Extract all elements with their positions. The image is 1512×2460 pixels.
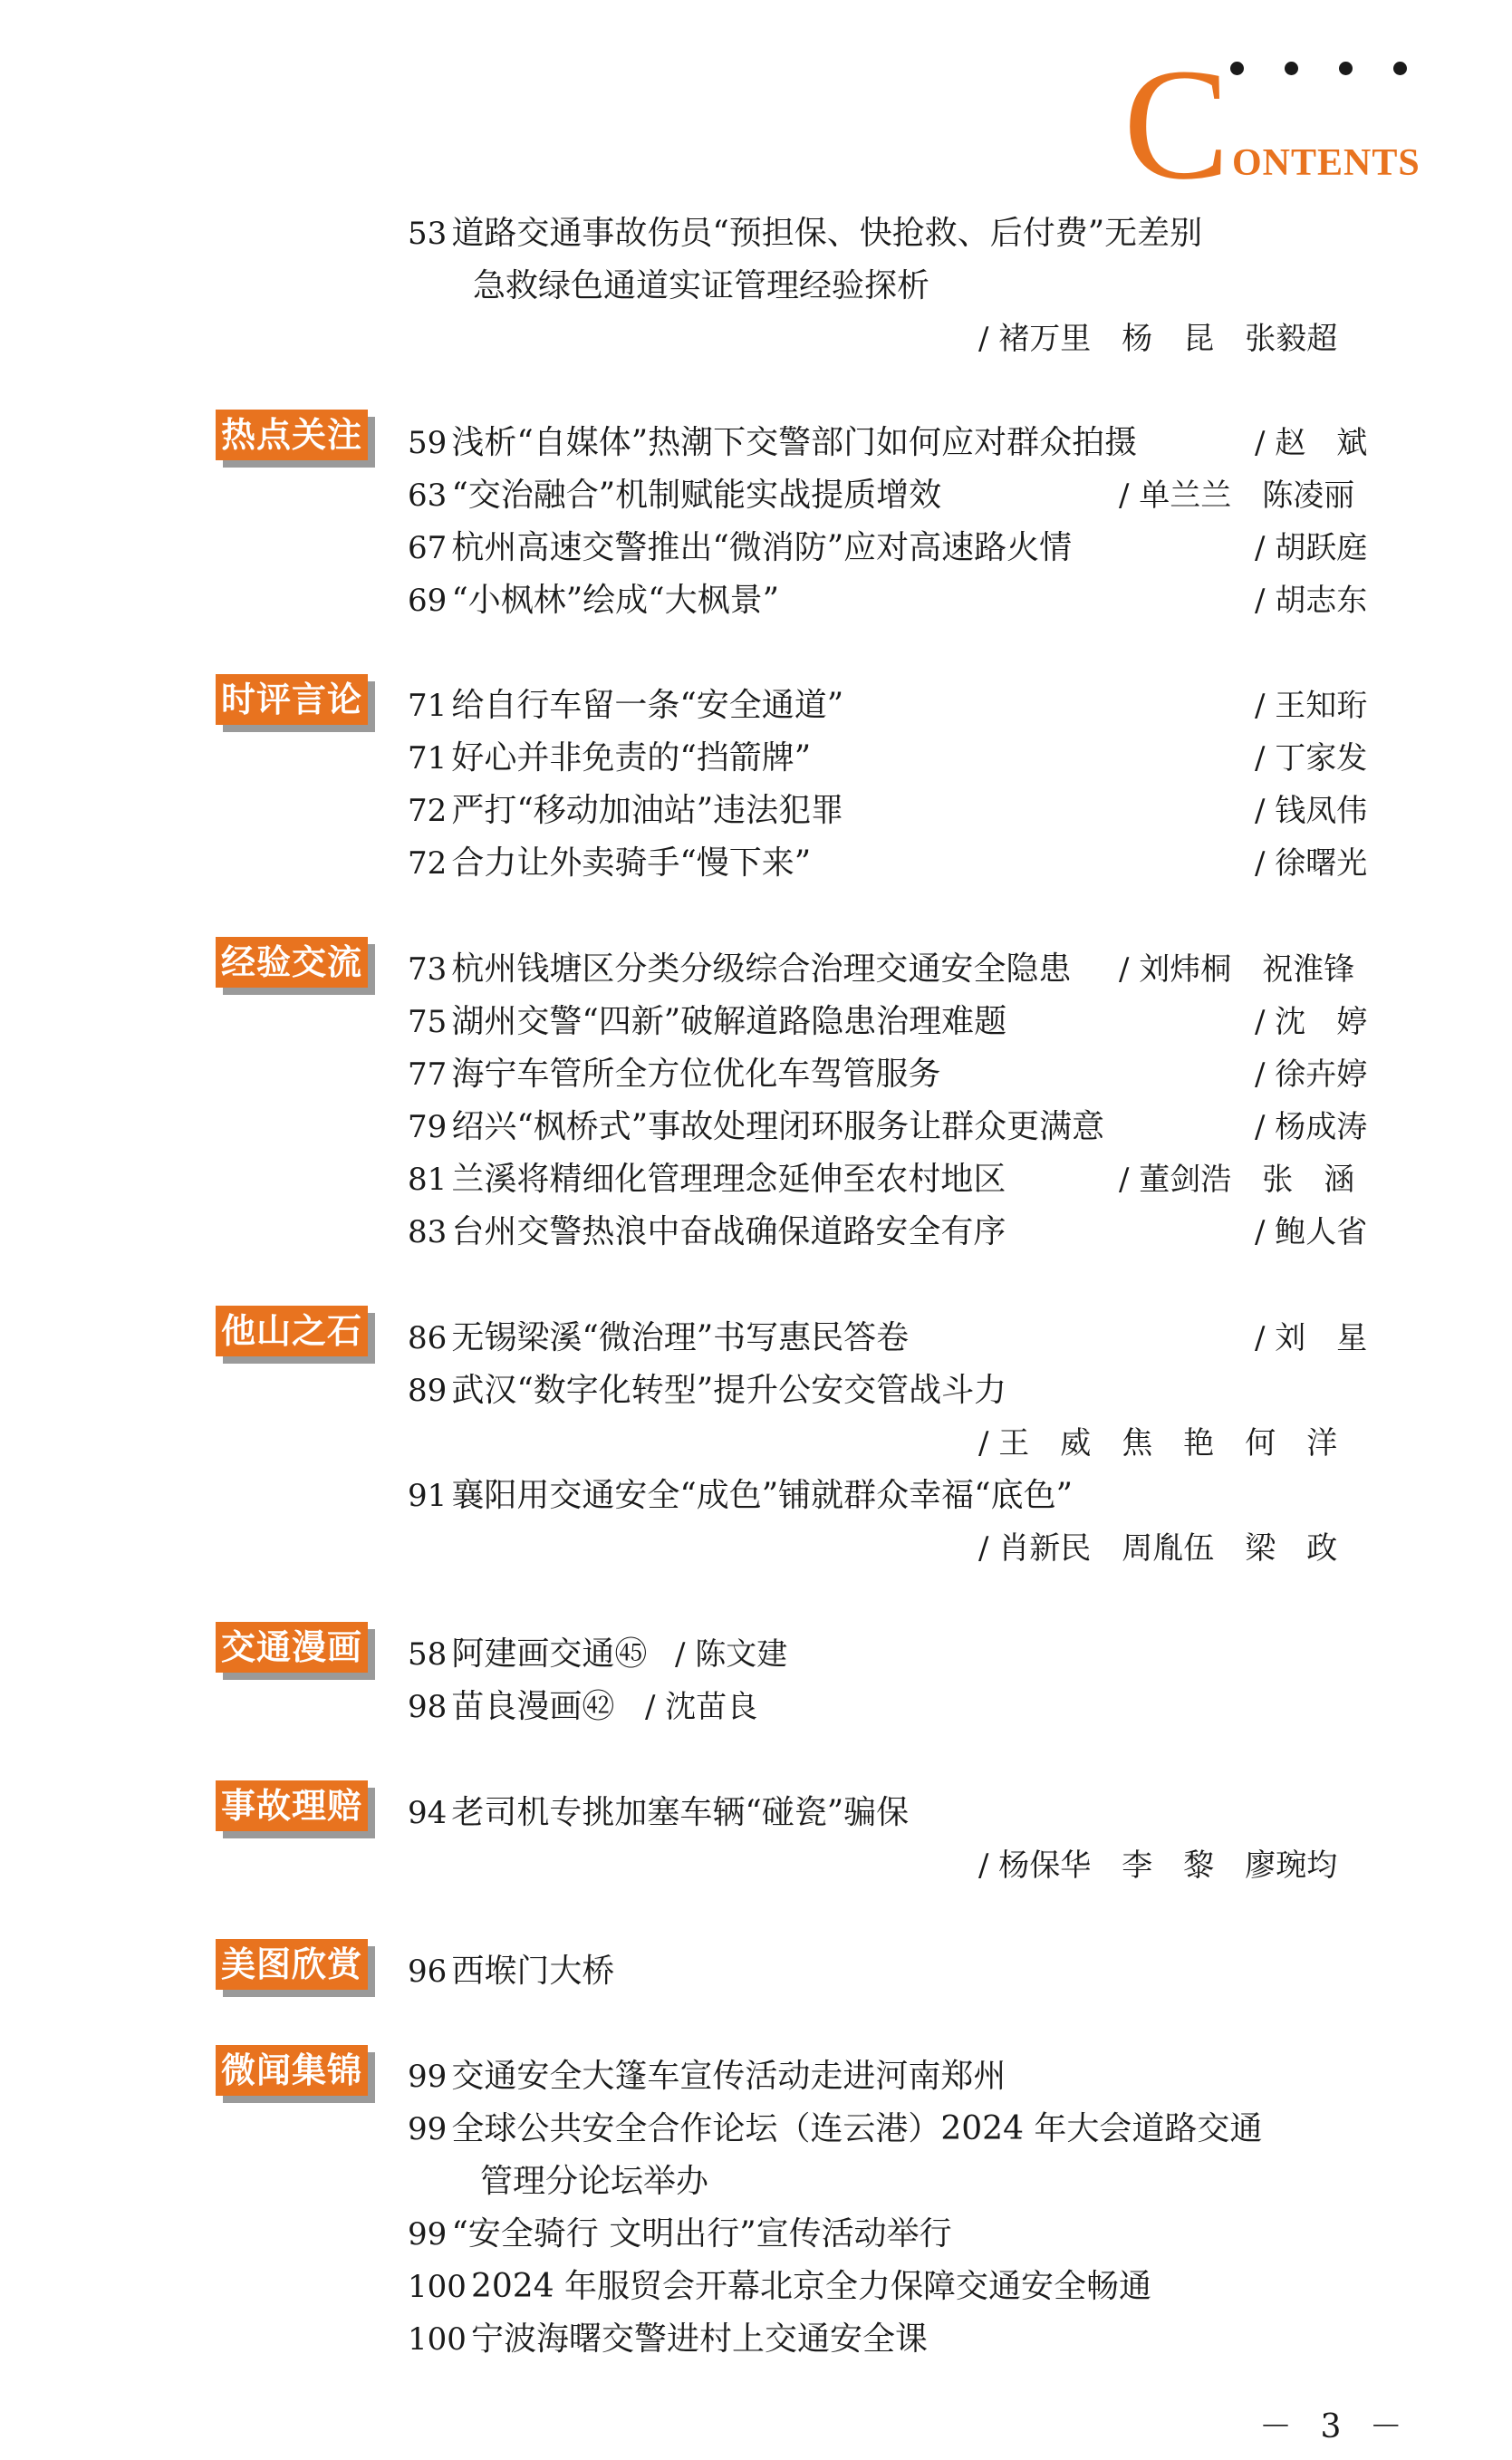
toc-entry[interactable] bbox=[408, 837, 1386, 890]
section-label: 微闻集锦 bbox=[216, 2045, 368, 2096]
toc-entry-page: 71 bbox=[408, 740, 448, 777]
toc-entry-title-cont: 管理分论坛举办 bbox=[480, 2163, 709, 2200]
toc-entry-title-line bbox=[408, 680, 843, 738]
section-label: 交通漫画 bbox=[216, 1622, 368, 1673]
toc-entry-title: “小枫林”绘成“大枫景” bbox=[451, 582, 779, 619]
page-number: － 3 － bbox=[1259, 2408, 1411, 2446]
toc-entry-page: 72 bbox=[408, 845, 448, 882]
toc-entry[interactable] bbox=[408, 996, 1386, 1048]
toc-entry-title: 苗良漫画㊷ bbox=[451, 1688, 615, 1725]
toc-entry-title-line bbox=[408, 1101, 1104, 1159]
toc-entry-continuation bbox=[408, 2156, 1386, 2208]
toc-entry-authors: / 杨保华 李 黎 廖琬均 bbox=[978, 1847, 1338, 1884]
toc-entry-title: 宁波海曙交警进村上交通安全课 bbox=[471, 2320, 929, 2358]
toc-entry[interactable] bbox=[408, 1628, 1386, 1681]
toc-entry-title: 襄阳用交通安全“成色”铺就群众幸福“底色” bbox=[451, 1477, 1073, 1514]
section-label: 他山之石 bbox=[216, 1306, 368, 1356]
toc-entry-title: 西堠门大桥 bbox=[451, 1953, 615, 1990]
contents-header bbox=[1123, 36, 1504, 213]
toc-entry[interactable] bbox=[408, 680, 1386, 732]
toc-entry[interactable] bbox=[408, 732, 1386, 785]
toc-entry-title-line bbox=[408, 1945, 614, 2003]
toc-entry-page: 73 bbox=[408, 951, 448, 988]
toc-entry-authors: / 陈文建 bbox=[675, 1636, 788, 1673]
toc-entry[interactable] bbox=[408, 2313, 1386, 2366]
toc-entry[interactable] bbox=[408, 469, 1386, 522]
toc-entry-page: 77 bbox=[408, 1056, 448, 1093]
toc-entry-title-line bbox=[408, 417, 1137, 475]
toc-entry-authors-line bbox=[408, 1839, 1386, 1892]
toc-entry-authors: / 钱凤伟 bbox=[1255, 793, 1368, 829]
toc-entry-page: 99 bbox=[408, 2059, 448, 2095]
toc-entry[interactable] bbox=[408, 1312, 1386, 1365]
toc-entry-title-line bbox=[408, 2103, 1262, 2161]
toc-entry-title-line bbox=[408, 469, 941, 527]
toc-entry[interactable] bbox=[408, 2208, 1386, 2261]
toc-entry-title-line bbox=[408, 785, 843, 843]
toc-entry-title-line bbox=[408, 2313, 928, 2371]
toc-entry-title: 给自行车留一条“安全通道” bbox=[451, 687, 844, 724]
section-label: 事故理赔 bbox=[216, 1780, 368, 1831]
toc-entry-authors: / 王 威 焦 艳 何 洋 bbox=[978, 1425, 1338, 1462]
section-label: 热点关注 bbox=[216, 410, 368, 460]
toc-entry-title-line bbox=[408, 1365, 1006, 1423]
toc-entry[interactable] bbox=[408, 417, 1386, 469]
toc-entry-authors-line bbox=[408, 1417, 1386, 1470]
toc-entry-page: 63 bbox=[408, 478, 448, 514]
toc-entry-title-line bbox=[408, 943, 1071, 1001]
toc-entry-title: 严打“移动加油站”违法犯罪 bbox=[451, 792, 844, 829]
toc-entry-title: 海宁车管所全方位优化车驾管服务 bbox=[451, 1056, 941, 1093]
toc-entry[interactable] bbox=[408, 943, 1386, 996]
toc-entry-authors: / 刘炜桐 祝淮锋 bbox=[1119, 951, 1355, 988]
toc-entry-title: 杭州高速交警推出“微消防”应对高速路火情 bbox=[451, 529, 1073, 566]
toc-entry-title: 阿建画交通㊺ bbox=[451, 1635, 648, 1673]
toc-entry-title: “安全骑行 文明出行”宣传活动举行 bbox=[451, 2215, 952, 2253]
toc-entry-title: 台州交警热浪中奋战确保道路安全有序 bbox=[451, 1213, 1006, 1250]
toc-entry-page: 58 bbox=[408, 1636, 448, 1673]
toc-entry-page: 100 bbox=[408, 2321, 467, 2358]
toc-entry-authors: / 胡跃庭 bbox=[1255, 530, 1368, 566]
toc-entry[interactable] bbox=[408, 2103, 1386, 2156]
toc-entry-authors: / 徐卉婷 bbox=[1255, 1056, 1368, 1093]
toc-entry[interactable] bbox=[408, 1153, 1386, 1206]
toc-entry-title-line bbox=[408, 2208, 952, 2266]
contents-word: ONTENTS bbox=[1232, 142, 1421, 184]
toc-entry-title: 兰溪将精细化管理理念延伸至农村地区 bbox=[451, 1161, 1006, 1198]
toc-entry[interactable] bbox=[408, 2261, 1386, 2313]
toc-entry-title: 老司机专挑加塞车辆“碰瓷”骗保 bbox=[451, 1794, 910, 1831]
toc-entry-title-line bbox=[408, 837, 811, 895]
toc-entry-page: 83 bbox=[408, 1214, 448, 1250]
toc-entry[interactable] bbox=[408, 522, 1386, 574]
toc-entry-title: 武汉“数字化转型”提升公安交管战斗力 bbox=[451, 1372, 1007, 1409]
section-label: 美图欣赏 bbox=[216, 1939, 368, 1990]
toc-entry-title-line bbox=[408, 1681, 614, 1739]
toc-entry-title: 全球公共安全合作论坛（连云港）2024 年大会道路交通 bbox=[451, 2110, 1263, 2147]
dot-icon bbox=[1285, 62, 1298, 75]
toc-entry-page: 72 bbox=[408, 793, 448, 829]
toc-entry-authors: / 杨成涛 bbox=[1255, 1109, 1368, 1145]
toc-entry-authors-line bbox=[408, 313, 1386, 365]
toc-entry-page: 86 bbox=[408, 1320, 448, 1356]
toc-entry-authors: / 徐曙光 bbox=[1255, 845, 1368, 882]
section-label: 经验交流 bbox=[216, 937, 368, 988]
toc-entry-page: 69 bbox=[408, 583, 448, 619]
toc-entry[interactable] bbox=[408, 2050, 1386, 2103]
toc-entry-authors: / 刘 星 bbox=[1255, 1320, 1368, 1356]
toc-entry-authors: / 单兰兰 陈凌丽 bbox=[1119, 478, 1355, 514]
toc-entry[interactable] bbox=[408, 574, 1386, 627]
toc-entry-title: 好心并非免责的“挡箭牌” bbox=[451, 739, 812, 777]
toc-entry-page: 81 bbox=[408, 1162, 448, 1198]
toc-entry-page: 91 bbox=[408, 1478, 448, 1514]
toc-entry[interactable] bbox=[408, 1365, 1386, 1417]
toc-entry[interactable] bbox=[408, 207, 1386, 260]
toc-entry-authors-line bbox=[408, 1522, 1386, 1575]
toc-entry-title: 无锡梁溪“微治理”书写惠民答卷 bbox=[451, 1319, 910, 1356]
toc-entry-page: 96 bbox=[408, 1954, 448, 1990]
toc-entry-title: 道路交通事故伤员“预担保、快抢救、后付费”无差别 bbox=[451, 215, 1203, 252]
toc-entry[interactable] bbox=[408, 1787, 1386, 1839]
header-dots bbox=[1230, 62, 1448, 79]
dot-icon bbox=[1339, 62, 1353, 75]
toc-entry[interactable] bbox=[408, 785, 1386, 837]
toc-entry-title-line bbox=[408, 1206, 1006, 1264]
toc-entry-page: 100 bbox=[408, 2269, 467, 2305]
toc-entry-title-cont: 急救绿色通道实证管理经验探析 bbox=[473, 267, 930, 304]
toc-entry-page: 94 bbox=[408, 1795, 448, 1831]
toc-entry-authors: / 赵 斌 bbox=[1255, 425, 1368, 461]
toc-entry-authors: / 董剑浩 张 涵 bbox=[1119, 1162, 1355, 1198]
toc-entry-title-line bbox=[408, 1628, 647, 1686]
toc-entry-page: 53 bbox=[408, 216, 448, 252]
toc-entry[interactable] bbox=[408, 1945, 1386, 1998]
toc-entry-page: 99 bbox=[408, 2111, 448, 2147]
toc-entry[interactable] bbox=[408, 1048, 1386, 1101]
toc-entry-title: 交通安全大篷车宣传活动走进河南郑州 bbox=[451, 2058, 1006, 2095]
toc-entry-title-line bbox=[408, 996, 1006, 1054]
toc-entry-title-line bbox=[408, 1048, 940, 1106]
toc-entry-title-line bbox=[408, 1470, 1073, 1528]
toc-entry-title-line bbox=[408, 574, 779, 632]
toc-entry-title-line bbox=[408, 2261, 1151, 2319]
toc-entry[interactable] bbox=[408, 1206, 1386, 1259]
toc-entry-authors: / 沈 婷 bbox=[1255, 1004, 1368, 1040]
toc-entry-page: 89 bbox=[408, 1373, 448, 1409]
toc-entry-authors: / 丁家发 bbox=[1255, 740, 1368, 777]
toc-entry-page: 79 bbox=[408, 1109, 448, 1145]
toc-entry-title-line bbox=[408, 732, 811, 790]
toc-entry-title-line bbox=[408, 1153, 1006, 1211]
toc-entry-authors: / 王知珩 bbox=[1255, 688, 1368, 724]
toc-entry-authors: / 鲍人省 bbox=[1255, 1214, 1368, 1250]
toc-entry-title: 杭州钱塘区分类分级综合治理交通安全隐患 bbox=[451, 950, 1072, 988]
dot-icon bbox=[1230, 62, 1244, 75]
toc-entry-authors: / 褚万里 杨 昆 张毅超 bbox=[978, 321, 1338, 357]
toc-entry-page: 67 bbox=[408, 530, 448, 566]
toc-entry-authors: / 沈苗良 bbox=[645, 1689, 758, 1725]
toc-entry-title-line bbox=[408, 1787, 909, 1845]
toc-entry[interactable] bbox=[408, 1470, 1386, 1522]
toc-entry-title-line bbox=[408, 207, 1202, 265]
toc-entry-title: 绍兴“枫桥式”事故处理闭环服务让群众更满意 bbox=[451, 1108, 1105, 1145]
toc-entry-authors: / 胡志东 bbox=[1255, 583, 1368, 619]
dot-icon bbox=[1393, 62, 1407, 75]
section-label: 时评言论 bbox=[216, 674, 368, 725]
toc-entry-continuation bbox=[408, 260, 1386, 313]
toc-entry-page: 75 bbox=[408, 1004, 448, 1040]
toc-entry-page: 99 bbox=[408, 2216, 448, 2253]
toc-entry-title-line bbox=[408, 2050, 1006, 2108]
toc-entry-authors: / 肖新民 周胤伍 梁 政 bbox=[978, 1530, 1338, 1567]
toc-entry[interactable] bbox=[408, 1681, 1386, 1733]
toc-entry-title: 合力让外卖骑手“慢下来” bbox=[451, 844, 812, 882]
toc-entry-page: 98 bbox=[408, 1689, 448, 1725]
toc-entry-page: 59 bbox=[408, 425, 448, 461]
toc-entry[interactable] bbox=[408, 1101, 1386, 1153]
toc-entry-title: 2024 年服贸会开幕北京全力保障交通安全畅通 bbox=[471, 2268, 1152, 2305]
toc-entry-title: 湖州交警“四新”破解道路隐患治理难题 bbox=[451, 1003, 1007, 1040]
toc-entry-title-line bbox=[408, 1312, 909, 1370]
toc-entry-page: 71 bbox=[408, 688, 448, 724]
contents-c-letter: C bbox=[1123, 36, 1230, 213]
toc-entry-title: 浅析“自媒体”热潮下交警部门如何应对群众拍摄 bbox=[451, 424, 1138, 461]
toc-entry-title: “交治融合”机制赋能实战提质增效 bbox=[451, 477, 942, 514]
toc-entry-title-line bbox=[408, 522, 1072, 580]
